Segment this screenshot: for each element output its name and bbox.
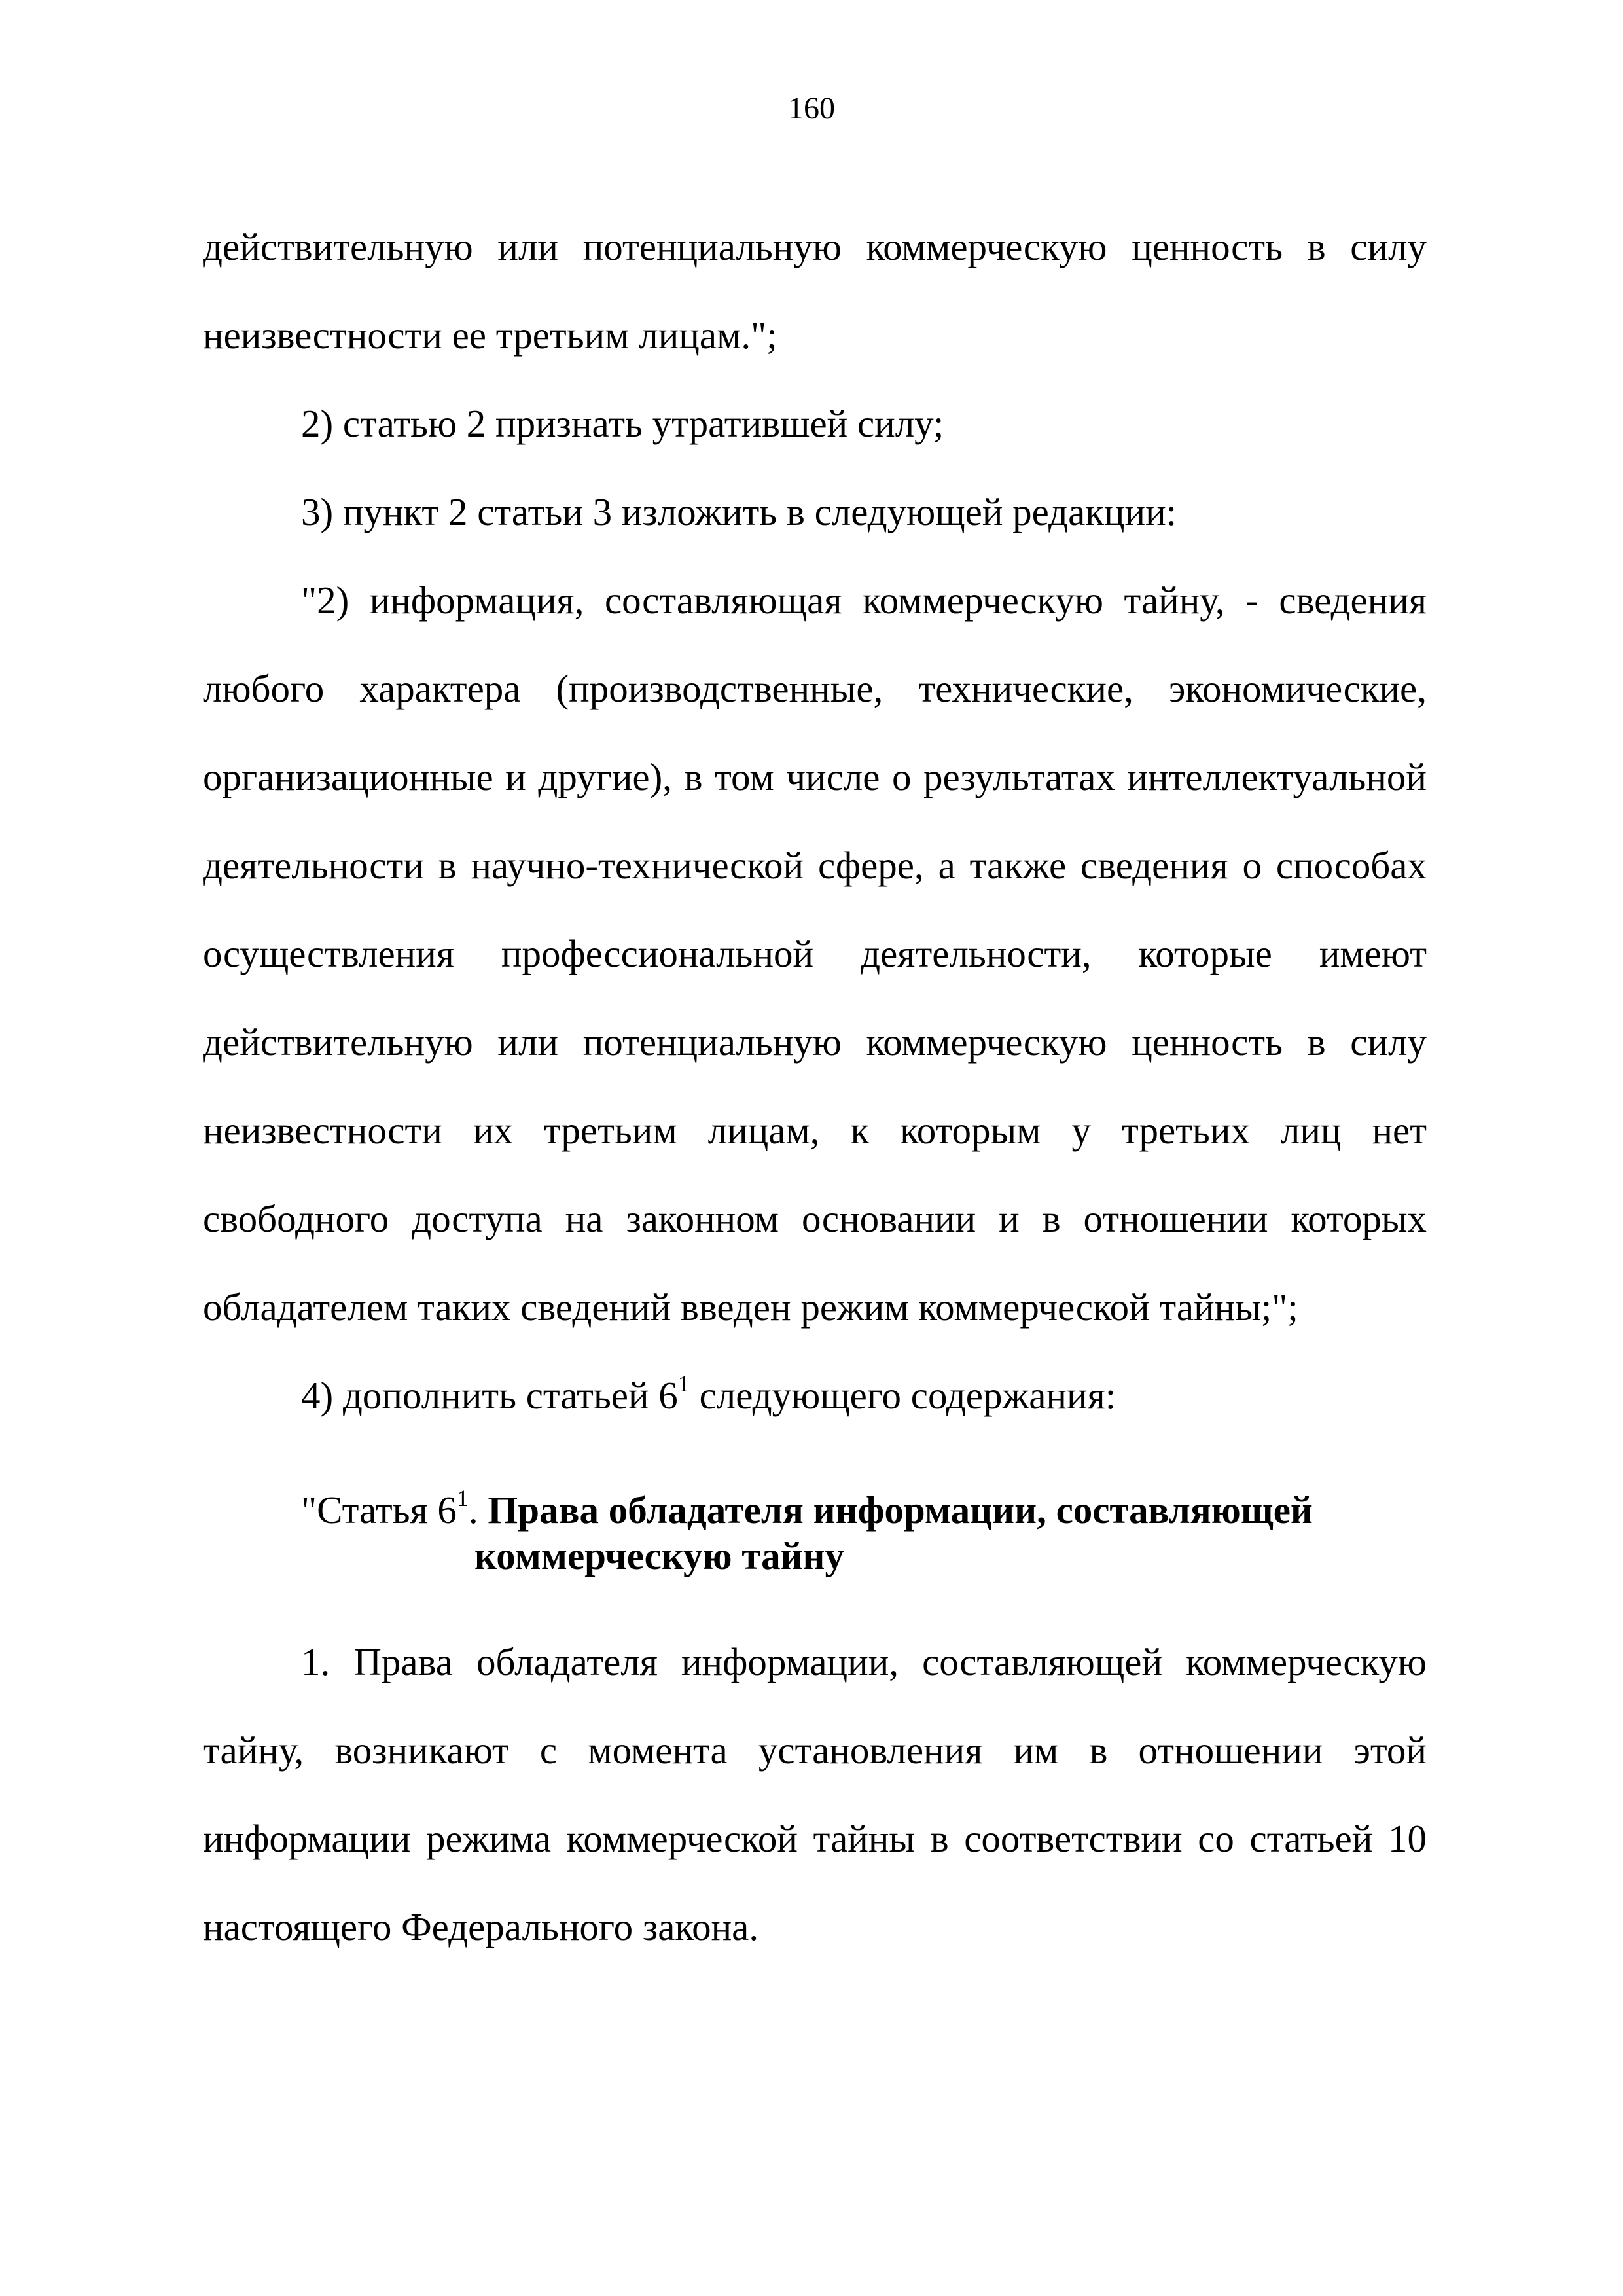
superscript: 1 — [677, 1371, 690, 1397]
article-title-line-2: коммерческую тайну — [474, 1534, 845, 1577]
paragraph-item-4 — [203, 1352, 1427, 1440]
article-heading — [203, 1487, 1427, 1579]
article-heading-line-1 — [203, 1487, 1427, 1533]
article-number-superscript: 1 — [456, 1485, 469, 1511]
paragraph-definition: "2) информация, составляющая коммерческую тайну, - сведения любого характера (производственные, технические, экономические, организационные и другие), в том числе о результатах интеллектуальной деятельности в научно-технической сфере, а также сведения о способах осуществления профессиональной деятельности, которые имеют действительную или потенциальную коммерческую ценность в силу неизвестности их третьим лицам, к которым у третьих лиц нет свободного доступа на законном основании и в отношении которых обладателем таких сведений введен режим коммерческой тайны;"; — [203, 579, 1427, 1329]
paragraph-item-2: 2) статью 2 признать утратившей силу; — [301, 402, 944, 445]
paragraph-item-4-text-end: следующего содержания: — [689, 1374, 1116, 1417]
paragraph-item-4-text: 4) дополнить статьей 6 — [301, 1374, 678, 1417]
page-number: 160 — [788, 91, 835, 126]
paragraph-article-point-1: 1. Права обладателя информации, составляющей коммерческую тайну, возникают с момента установления им в отношении этой информации режима коммерческой тайны в соответствии со статьей 10 настоящего Федерального закона. — [203, 1640, 1427, 1948]
document-body — [203, 203, 1427, 1971]
paragraph-continuation: действительную или потенциальную коммерческую ценность в силу неизвестности ее третьим лицам."; — [203, 225, 1427, 357]
article-number: "Статья 6 — [301, 1488, 457, 1532]
article-title-line-1: Права обладателя информации, составляющей — [488, 1488, 1313, 1532]
article-number-dot: . — [468, 1488, 488, 1532]
paragraph-item-3: 3) пункт 2 статьи 3 изложить в следующей редакции: — [301, 490, 1177, 533]
